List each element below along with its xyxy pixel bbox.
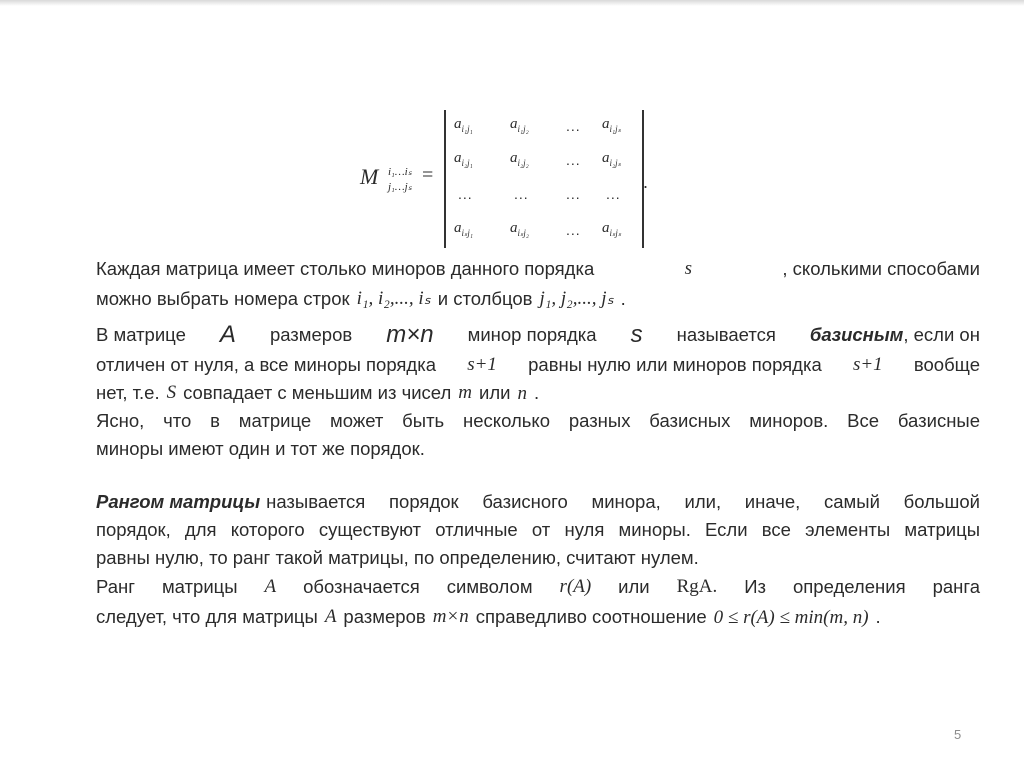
math-s: s [630,321,643,348]
determinant [444,110,644,248]
math-s-plus-1: s+1 [467,354,497,375]
matrix-cell: $a_{i_sj_1}$ [454,220,473,238]
math-row-indices: i₁, i₂,..., iₛ [356,288,431,309]
text: размеров [269,324,353,345]
text: ранга [932,576,980,597]
paragraph-several-minors-line2 [96,436,980,462]
term-rank: Рангом матрицы [96,491,261,512]
math-A: A [219,321,236,348]
matrix-cell: $a_{i_sj_s}$ [602,220,622,238]
text: символом [446,576,533,597]
matrix-dots: ... [566,222,581,238]
paragraph-minor-count-line2 [96,286,980,312]
text: порядок, для которого существуют отличные от нуля миноры. Если все элементы матрицы [96,519,980,540]
minor-row-indices: i₁…iₛ [388,166,412,178]
text: отличен от нуля, а все миноры порядка [96,354,437,375]
text: совпадает с меньшим из чисел [183,382,452,403]
text: размеров [343,606,426,627]
paragraph-rank-notation-line2 [96,604,980,631]
paragraph-several-minors [96,408,980,434]
text: Из [744,576,767,597]
text: обозначается [303,576,420,597]
math-n: n [517,383,527,404]
paragraph-minor-count [96,256,980,282]
paragraph-rank-definition [96,489,980,515]
equals-sign: = [422,164,434,186]
text: называется [676,324,776,345]
text: называется порядок базисного минора, или, иначе, самый большой [266,491,980,512]
math-m-times-n: m×n [432,606,469,627]
matrix-dots: ... [566,118,581,134]
formula-period: . [643,172,649,192]
text: Каждая матрица имеет столько миноров данного порядка [96,258,595,279]
text: матрицы [161,576,238,597]
paragraph-basis-minor-line3 [96,380,980,407]
text: В матрице [96,324,186,345]
math-m: m [458,382,473,403]
matrix-cell: $a_{i_1j_s}$ [602,116,621,134]
math-A: A [264,576,277,597]
math-A: A [324,606,337,627]
text: Ранг [96,576,135,597]
math-s-plus-1: s+1 [852,354,883,375]
paragraph-rank-definition-line2 [96,517,980,543]
matrix-cell: $a_{i_2j_1}$ [454,150,473,168]
text: , если он [903,324,980,345]
text: . [620,288,626,309]
text: или [618,576,650,597]
minor-formula [360,108,660,250]
math-col-indices: j₁, j₂,..., jₛ [539,288,614,309]
text: и столбцов [437,288,533,309]
minor-col-indices: j₁…jₛ [388,181,412,193]
text: Ясно, что в матрице может быть несколько разных базисных миноров. Все базисные [96,410,980,431]
text: . [875,606,881,627]
math-RgA: RgA. [676,576,718,597]
paragraph-basis-minor [96,322,980,348]
term-basis: базисным [809,324,904,345]
text: определения [792,576,906,597]
math-s: s [684,258,693,279]
text: или [479,382,511,403]
text: вообще [913,354,980,375]
matrix-dots: ... [606,186,621,202]
text: можно выбрать номера строк [96,288,350,309]
paragraph-rank-definition-line3 [96,545,980,571]
matrix-cell: $a_{i_1j_1}$ [454,116,473,134]
top-shadow [0,0,1024,6]
paragraph-rank-notation [96,574,980,600]
text: справедливо соотношение [475,606,707,627]
matrix-dots: ... [566,186,581,202]
math-rank-inequality: 0 ≤ r(A) ≤ min(m, n) [713,607,869,628]
text: , сколькими способами [782,258,980,279]
text: равны нулю, то ранг такой матрицы, по определению, считают нулем. [96,547,699,568]
matrix-dots: ... [458,186,473,202]
page-number: 5 [954,727,962,742]
math-rank-r-A: r(A) [559,576,592,597]
text: минор порядка [467,324,597,345]
matrix-cell: $a_{i_sj_2}$ [510,220,529,238]
matrix-dots: ... [566,152,581,168]
paragraph-basis-minor-line2 [96,352,980,378]
text: миноры имеют один и тот же порядок. [96,438,425,459]
math-m-times-n: m×n [386,321,434,348]
matrix-cell: $a_{i_1j_2}$ [510,116,529,134]
matrix-dots: ... [514,186,529,202]
text: следует, что для матрицы [96,606,318,627]
text: . [533,382,540,403]
text: равны нулю или миноров порядка [528,354,822,375]
minor-symbol: M [360,164,379,189]
matrix-cell: $a_{i_2j_s}$ [602,150,621,168]
text: нет, т.е. [96,382,160,403]
matrix-cell: $a_{i_2j_2}$ [510,150,529,168]
math-S: S [166,382,177,403]
